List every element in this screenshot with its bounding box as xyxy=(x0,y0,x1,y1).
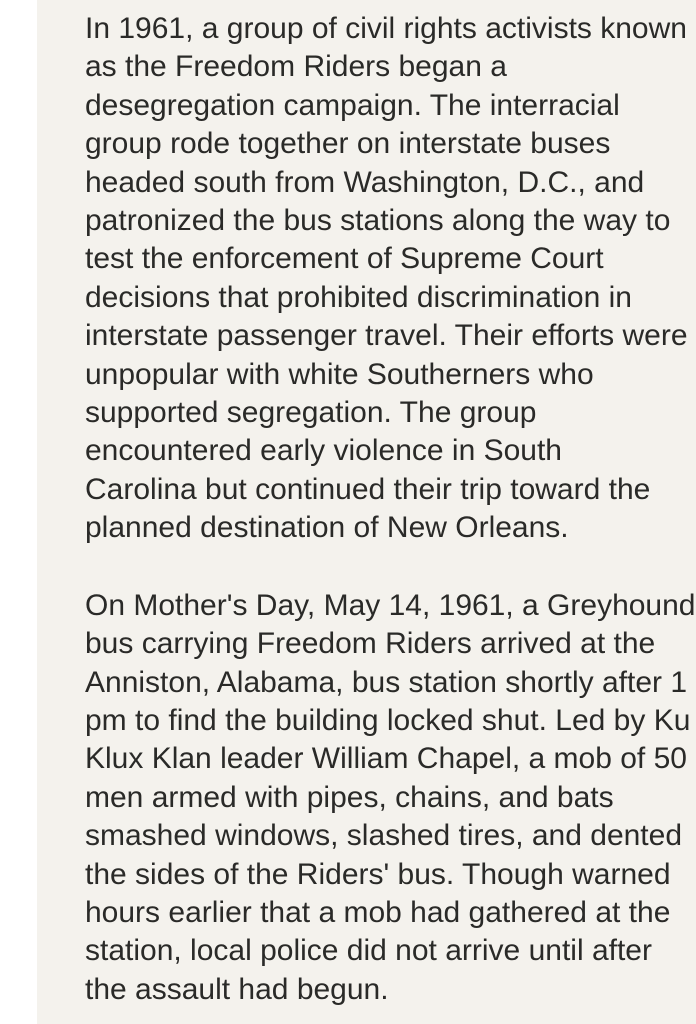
text-line: Klux Klan leader William Chapel, a mob of 50 xyxy=(85,742,687,776)
text-line: planned destination of New Orleans. xyxy=(85,511,569,545)
text-line: desegregation campaign. The interracial xyxy=(85,88,620,122)
text-line: unpopular with white Southerners who xyxy=(85,357,594,391)
text-line: On Mother's Day, May 14, 1961, a Greyhound xyxy=(85,588,696,622)
text-line: men armed with pipes, chains, and bats xyxy=(85,780,614,814)
text-line: interstate passenger travel. Their efforts were xyxy=(85,319,688,353)
text-line: headed south from Washington, D.C., and xyxy=(85,165,645,199)
text-line: supported segregation. The group xyxy=(85,396,537,430)
text-line: smashed windows, slashed tires, and dented xyxy=(85,819,683,853)
passage-panel xyxy=(37,0,696,1024)
text-line: the sides of the Riders' bus. Though warned xyxy=(85,857,671,891)
text-line: group rode together on interstate buses xyxy=(85,127,611,161)
text-line: as the Freedom Riders began a xyxy=(85,50,507,84)
text-line: encountered early violence in South xyxy=(85,434,562,468)
passage-text xyxy=(85,10,696,1009)
paragraph-1 xyxy=(85,10,696,548)
paragraph-2 xyxy=(85,587,696,1009)
text-line: station, local police did not arrive until after xyxy=(85,934,652,968)
text-line: In 1961, a group of civil rights activists known xyxy=(85,12,687,45)
text-line: test the enforcement of Supreme Court xyxy=(85,242,604,276)
text-line: Anniston, Alabama, bus station shortly after 1 xyxy=(85,665,688,699)
text-line: pm to find the building locked shut. Led by Ku xyxy=(85,703,691,737)
text-line: hours earlier that a mob had gathered at the xyxy=(85,895,671,929)
left-gutter xyxy=(0,0,37,1024)
text-line: patronized the bus stations along the way to xyxy=(85,204,671,238)
text-line: bus carrying Freedom Riders arrived at the xyxy=(85,627,656,661)
text-line: the assault had begun. xyxy=(85,972,389,1006)
text-line: decisions that prohibited discrimination in xyxy=(85,280,632,314)
text-line: Carolina but continued their trip toward the xyxy=(85,472,651,506)
